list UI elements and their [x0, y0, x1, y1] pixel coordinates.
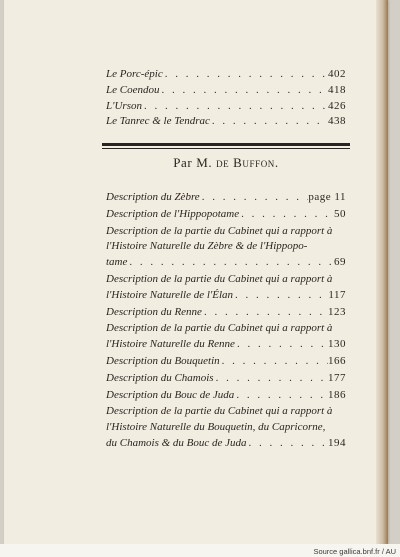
toc-entry-title-line: Description de la partie du Cabinet qui a rapport à — [106, 272, 333, 285]
toc-entry-title-line: Description de la partie du Cabinet qui a rapport à — [106, 322, 333, 335]
toc-entry-title: Description du Zèbre — [106, 191, 200, 203]
toc-page-number: 438 — [328, 115, 346, 128]
dot-leader — [159, 83, 328, 99]
toc-entry — [106, 371, 346, 387]
dot-leader — [220, 354, 328, 370]
toc-page-number: 69 — [334, 256, 346, 269]
dot-leader — [235, 337, 328, 353]
toc-entry-title-line: l'Histoire Naturelle du Bouquetin, du Capricorne, — [106, 421, 326, 434]
toc-page-number: 426 — [328, 99, 346, 112]
toc-entry — [106, 388, 346, 404]
toc-entry-title-line: du Chamois & du Bouc de Juda — [106, 436, 247, 449]
viewer-footer — [0, 544, 400, 557]
toc-entry-title-line: tame — [106, 256, 128, 269]
dot-leader — [210, 114, 328, 130]
toc-page-number: 402 — [328, 68, 346, 80]
dot-leader — [163, 67, 328, 83]
toc-page-number: 418 — [328, 83, 346, 96]
toc-entry — [106, 404, 346, 451]
dot-leader — [214, 371, 328, 387]
section-rule-thick — [102, 143, 350, 146]
toc-entry-title: Description du Chamois — [106, 371, 214, 384]
toc-entry-title-line: Description de la partie du Cabinet qui a rapport à — [106, 224, 333, 237]
toc-entry-title-line: l'Histoire Naturelle du Renne — [106, 338, 235, 351]
toc-entry — [106, 114, 346, 130]
toc-entry-title: Description du Bouc de Juda — [106, 388, 235, 401]
toc-page-number: 123 — [328, 305, 346, 318]
toc-page-number: 50 — [334, 207, 346, 220]
toc-list-buffon — [106, 190, 346, 453]
dot-leader — [247, 436, 328, 452]
toc-entry-title: Description du Renne — [106, 305, 202, 318]
toc-page-number: 130 — [328, 338, 346, 351]
toc-entry — [106, 67, 346, 83]
dot-leader — [200, 190, 309, 206]
section-heading-author: de Buffon. — [216, 155, 279, 170]
source-note: Source gallica.bnf.fr / AU — [313, 547, 396, 556]
toc-page-number: 194 — [328, 436, 346, 449]
section-header — [102, 143, 350, 173]
toc-entry — [106, 83, 346, 99]
book-page — [4, 0, 388, 544]
toc-entry-title: Le Porc-épic — [106, 68, 163, 80]
dot-leader — [202, 305, 328, 321]
dot-leader — [233, 288, 328, 304]
toc-list-continued — [106, 67, 346, 130]
dot-leader — [142, 99, 328, 115]
toc-entry — [106, 321, 346, 353]
toc-entry — [106, 207, 346, 223]
toc-page-number: 186 — [328, 388, 346, 401]
toc-entry — [106, 354, 346, 370]
toc-page-number: page 11 — [308, 191, 346, 203]
toc-entry — [106, 272, 346, 304]
dot-leader — [127, 255, 334, 271]
toc-entry-title: Description du Bouquetin — [106, 354, 220, 367]
toc-entry-title: Le Coendou — [106, 83, 160, 96]
section-heading — [102, 149, 350, 173]
toc-entry-title: Le Tanrec & le Tendrac — [106, 115, 210, 128]
toc-page-number: 177 — [328, 371, 346, 384]
section-heading-prefix: Par M. — [173, 155, 213, 170]
toc-page-number: 166 — [328, 354, 346, 367]
toc-entry — [106, 190, 346, 206]
page-gutter-shadow — [376, 0, 388, 544]
toc-entry-title-line: l'Histoire Naturelle de l'Élan — [106, 288, 234, 301]
toc-entry-title: L'Urson — [106, 99, 142, 112]
toc-entry-title-line: Description de la partie du Cabinet qui a rapport à — [106, 405, 333, 418]
toc-page-number: 117 — [328, 288, 346, 301]
toc-entry-title: Description de l'Hippopotame — [106, 207, 240, 220]
dot-leader — [234, 388, 328, 404]
toc-entry-title-line: l'Histoire Naturelle du Zèbre & de l'Hippopo- — [106, 240, 308, 253]
toc-entry — [106, 305, 346, 321]
toc-entry — [106, 224, 346, 271]
dot-leader — [239, 207, 334, 223]
toc-entry — [106, 99, 346, 115]
